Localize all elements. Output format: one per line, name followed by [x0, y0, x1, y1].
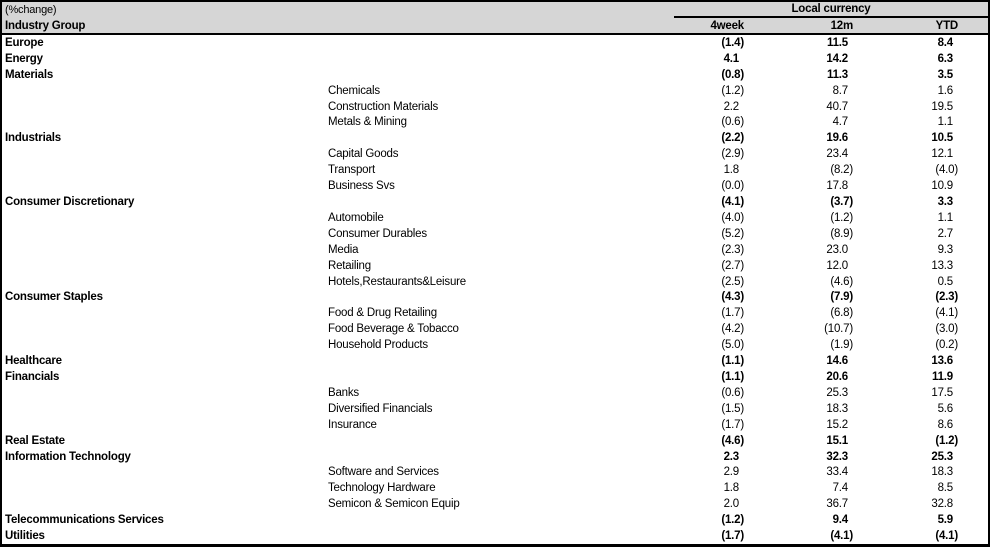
industry-label: Media: [328, 243, 359, 256]
value-12m: 14.2: [826, 52, 848, 65]
value-ytd: (1.2): [935, 434, 958, 447]
value-4week: (1.7): [721, 307, 744, 320]
table-row: [2, 337, 988, 353]
value-12m: (3.7): [830, 196, 853, 209]
value-12m: 19.6: [826, 132, 848, 145]
value-12m: 40.7: [826, 100, 848, 113]
value-4week: (2.3): [721, 243, 744, 256]
value-ytd: 1.1: [937, 211, 953, 224]
value-12m: (4.1): [830, 530, 853, 543]
table-header: [2, 2, 988, 35]
value-ytd: 11.9: [932, 370, 953, 383]
value-ytd: 3.5: [937, 68, 953, 81]
value-ytd: (4.0): [935, 164, 958, 177]
industry-group-header: Industry Group: [5, 19, 86, 32]
table-row: [2, 528, 988, 544]
table-row: [2, 480, 988, 496]
table-row: [2, 83, 988, 99]
value-12m: 4.7: [832, 116, 848, 129]
value-ytd: 8.5: [937, 482, 953, 495]
industry-label: Software and Services: [328, 466, 439, 479]
value-12m: 11.5: [827, 36, 848, 49]
industry-label: Construction Materials: [328, 100, 439, 113]
column-header-12m: 12m: [830, 19, 853, 32]
industry-label: Europe: [5, 36, 44, 49]
table-row: [2, 449, 988, 465]
value-ytd: 5.6: [937, 402, 953, 415]
value-ytd: 12.1: [931, 148, 953, 161]
industry-label: Banks: [328, 386, 359, 399]
value-ytd: (4.1): [935, 307, 958, 320]
table-row: [2, 353, 988, 369]
value-4week: (1.2): [721, 84, 744, 97]
industry-label: Semicon & Semicon Equip: [328, 498, 460, 511]
industry-label: Food & Drug Retailing: [328, 307, 437, 320]
value-ytd: 10.5: [931, 132, 953, 145]
value-12m: 23.0: [826, 243, 848, 256]
value-12m: (8.9): [830, 227, 853, 240]
table-row: [2, 51, 988, 67]
header-row-columns: [2, 18, 988, 33]
value-ytd: 1.1: [937, 116, 953, 129]
value-ytd: 32.8: [931, 498, 953, 511]
value-4week: (2.9): [721, 148, 744, 161]
header-row-currency: [2, 2, 988, 18]
industry-label: Energy: [5, 52, 43, 65]
industry-label: Chemicals: [328, 84, 380, 97]
currency-group-header: Local currency: [674, 2, 988, 18]
table-row: [2, 496, 988, 512]
value-12m: 9.4: [832, 514, 848, 527]
value-ytd: 19.5: [931, 100, 953, 113]
value-12m: 36.7: [826, 498, 848, 511]
industry-label: Financials: [5, 370, 60, 383]
value-4week: (2.5): [721, 275, 744, 288]
value-12m: 20.6: [826, 370, 848, 383]
value-4week: (5.2): [721, 227, 744, 240]
table-row: [2, 242, 988, 258]
value-ytd: 13.3: [931, 259, 953, 272]
value-12m: 14.6: [826, 355, 848, 368]
industry-label: Healthcare: [5, 355, 62, 368]
percent-change-note: (%change): [5, 4, 57, 16]
value-4week: (1.5): [721, 402, 744, 415]
value-12m: (1.2): [830, 211, 853, 224]
industry-label: Transport: [328, 164, 375, 177]
value-ytd: 9.3: [937, 243, 953, 256]
industry-label: Consumer Durables: [328, 227, 427, 240]
column-header-4week: 4week: [710, 19, 744, 32]
value-12m: 17.8: [826, 180, 848, 193]
value-4week: (1.1): [721, 355, 744, 368]
value-ytd: (4.1): [935, 530, 958, 543]
table-row: [2, 433, 988, 449]
value-ytd: 6.3: [937, 52, 953, 65]
table-row: [2, 417, 988, 433]
industry-label: Automobile: [328, 211, 384, 224]
column-header-ytd: YTD: [935, 19, 958, 32]
table-row: [2, 512, 988, 528]
value-4week: 2.0: [723, 498, 739, 511]
value-ytd: 25.3: [931, 450, 953, 463]
industry-label: Retailing: [328, 259, 371, 272]
value-12m: 18.3: [826, 402, 848, 415]
value-ytd: 2.7: [937, 227, 953, 240]
value-12m: (1.9): [830, 339, 853, 352]
value-12m: 15.2: [826, 418, 848, 431]
industry-label: Consumer Staples: [5, 291, 103, 304]
value-ytd: 17.5: [931, 386, 953, 399]
table-row: [2, 146, 988, 162]
value-4week: 1.8: [723, 164, 739, 177]
value-ytd: 13.6: [931, 355, 953, 368]
value-4week: (1.1): [721, 370, 744, 383]
industry-label: Capital Goods: [328, 148, 399, 161]
value-ytd: 0.5: [937, 275, 953, 288]
value-12m: (8.2): [830, 164, 853, 177]
value-12m: 23.4: [826, 148, 848, 161]
value-ytd: 5.9: [937, 514, 953, 527]
industry-label: Metals & Mining: [328, 116, 407, 129]
value-4week: (4.2): [721, 323, 744, 336]
table-body: [2, 35, 988, 544]
industry-label: Information Technology: [5, 450, 131, 463]
industry-label: Industrials: [5, 132, 61, 145]
value-ytd: 10.9: [931, 180, 953, 193]
value-4week: (5.0): [721, 339, 744, 352]
value-4week: (4.0): [721, 211, 744, 224]
industry-label: Telecommunications Services: [5, 514, 164, 527]
table-row: [2, 321, 988, 337]
industry-label: Consumer Discretionary: [5, 196, 135, 209]
table-row: [2, 226, 988, 242]
value-4week: (0.0): [721, 180, 744, 193]
table-row: [2, 67, 988, 83]
value-4week: 2.2: [723, 100, 739, 113]
table-row: [2, 162, 988, 178]
table-row: [2, 178, 988, 194]
value-4week: (0.8): [721, 68, 744, 81]
value-4week: (4.6): [721, 434, 744, 447]
value-4week: 2.9: [723, 466, 739, 479]
industry-label: Real Estate: [5, 434, 65, 447]
industry-label: Insurance: [328, 418, 377, 431]
value-12m: 32.3: [826, 450, 848, 463]
value-12m: 15.1: [826, 434, 848, 447]
value-12m: 7.4: [832, 482, 848, 495]
value-12m: (4.6): [830, 275, 853, 288]
value-ytd: (2.3): [935, 291, 958, 304]
table-row: [2, 194, 988, 210]
table-row: [2, 130, 988, 146]
value-ytd: 8.4: [937, 36, 953, 49]
table-row: [2, 99, 988, 115]
value-4week: (1.2): [721, 514, 744, 527]
value-12m: (7.9): [830, 291, 853, 304]
value-4week: (4.3): [721, 291, 744, 304]
table-row: [2, 385, 988, 401]
table-row: [2, 274, 988, 290]
value-12m: (6.8): [830, 307, 853, 320]
value-ytd: (3.0): [935, 323, 958, 336]
value-ytd: (0.2): [935, 339, 958, 352]
industry-label: Technology Hardware: [328, 482, 436, 495]
value-ytd: 8.6: [937, 418, 953, 431]
value-4week: (4.1): [721, 196, 744, 209]
table-row: [2, 35, 988, 51]
value-ytd: 1.6: [937, 84, 953, 97]
value-12m: 33.4: [826, 466, 848, 479]
value-12m: (10.7): [824, 323, 853, 336]
value-12m: 25.3: [826, 386, 848, 399]
table-row: [2, 401, 988, 417]
value-12m: 11.3: [827, 68, 848, 81]
industry-label: Diversified Financials: [328, 402, 433, 415]
value-12m: 12.0: [826, 259, 848, 272]
industry-label: Business Svs: [328, 180, 395, 193]
industry-label: Utilities: [5, 530, 45, 543]
value-4week: 1.8: [723, 482, 739, 495]
value-12m: 8.7: [832, 84, 848, 97]
table-row: [2, 290, 988, 306]
value-4week: 4.1: [723, 52, 739, 65]
table-row: [2, 305, 988, 321]
table-row: [2, 258, 988, 274]
industry-label: Hotels,Restaurants&Leisure: [328, 275, 466, 288]
industry-label: Materials: [5, 68, 54, 81]
value-4week: (0.6): [721, 116, 744, 129]
table-row: [2, 115, 988, 131]
table-row: [2, 369, 988, 385]
value-4week: (2.2): [721, 132, 744, 145]
industry-label: Household Products: [328, 339, 428, 352]
value-ytd: 18.3: [931, 466, 953, 479]
table-row: [2, 464, 988, 480]
industry-label: Food Beverage & Tobacco: [328, 323, 459, 336]
value-4week: (1.7): [721, 530, 744, 543]
value-4week: 2.3: [723, 450, 739, 463]
value-ytd: 3.3: [937, 196, 953, 209]
value-4week: (1.4): [721, 36, 744, 49]
value-4week: (0.6): [721, 386, 744, 399]
value-4week: (1.7): [721, 418, 744, 431]
value-4week: (2.7): [721, 259, 744, 272]
table-row: [2, 210, 988, 226]
